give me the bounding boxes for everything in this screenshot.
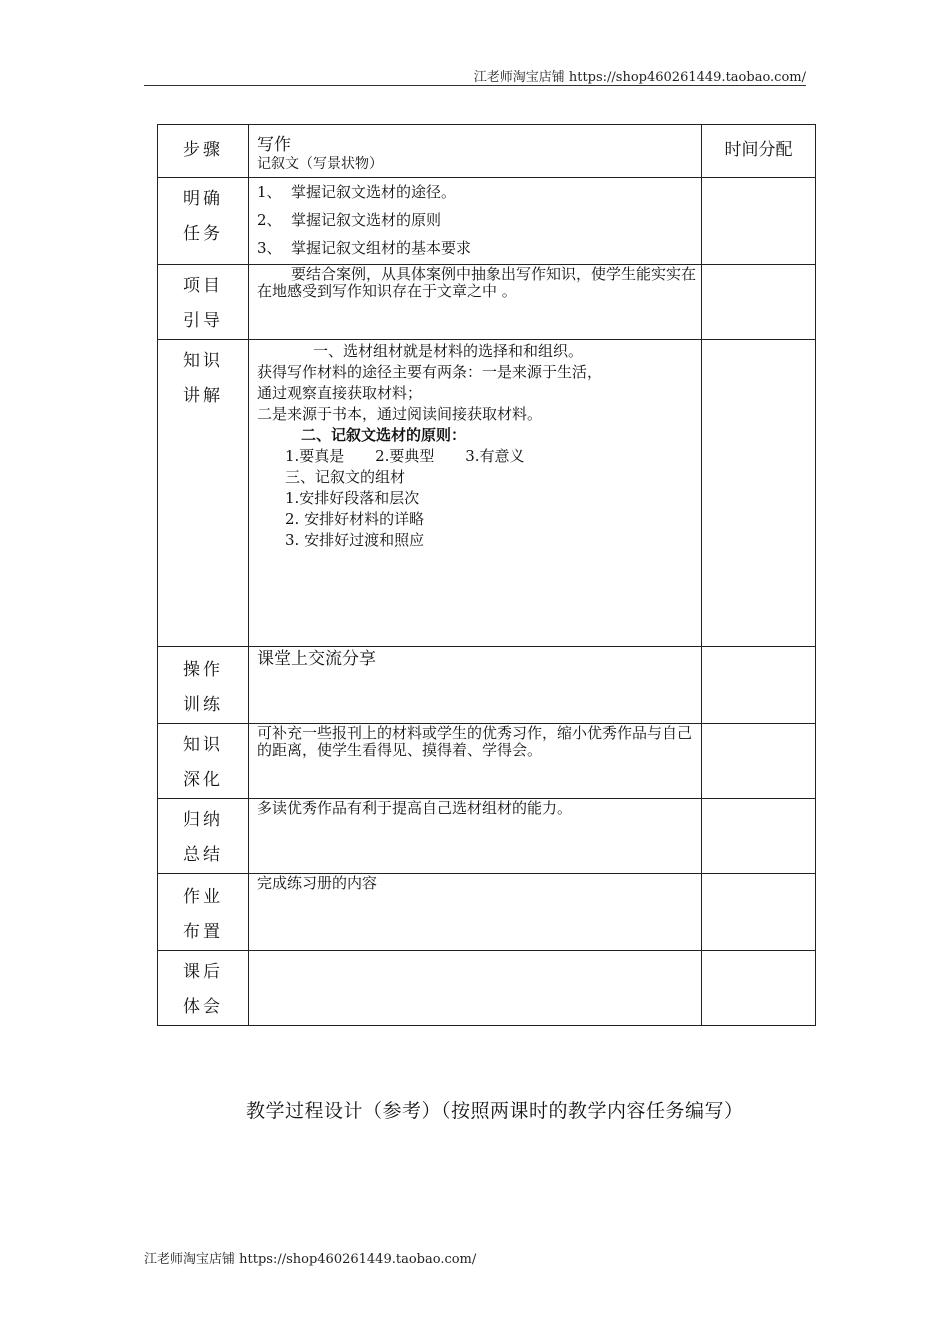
lesson-subtitle: 记叙文（写景状物）	[257, 156, 383, 172]
practice-label-line1: 操作	[183, 660, 223, 680]
reflection-label-cell	[158, 951, 249, 1026]
homework-time-cell	[702, 874, 816, 951]
deepen-text: 可补充一些报刊上的材料或学生的优秀习作，缩小优秀作品与自己的距离，使学生看得见、摸得着、学得会。	[257, 724, 693, 759]
summary-content-cell	[249, 799, 702, 874]
homework-label-cell	[158, 874, 249, 951]
practice-label-line2: 训练	[183, 695, 223, 715]
title-cell	[249, 125, 702, 178]
intro-text: 要结合案例，从具体案例中抽象出写作知识，使学生能实实在在地感受到写作知识存在于文章之中 。	[257, 265, 697, 300]
time-header-label: 时间分配	[724, 140, 793, 160]
lesson-title: 写作	[257, 135, 291, 155]
homework-text: 完成练习册的内容	[257, 874, 378, 892]
intro-label-line2: 引导	[183, 311, 223, 331]
knowledge-time-cell	[702, 340, 816, 647]
summary-row	[158, 799, 816, 874]
summary-time-cell	[702, 799, 816, 874]
reflection-label-line1: 课后	[183, 962, 223, 982]
knowledge-label-cell	[158, 340, 249, 647]
intro-row	[158, 265, 816, 340]
task-time-cell	[702, 178, 816, 265]
lesson-plan-table	[157, 124, 816, 1026]
practice-content-cell	[249, 647, 702, 724]
homework-label-line1: 作业	[183, 887, 223, 907]
reflection-row	[158, 951, 816, 1026]
reflection-time-cell	[702, 951, 816, 1026]
intro-label-cell	[158, 265, 249, 340]
task-content-cell	[249, 178, 702, 265]
practice-row	[158, 647, 816, 724]
deepen-row	[158, 724, 816, 799]
knowledge-label-line1: 知识	[183, 351, 223, 371]
homework-row	[158, 874, 816, 951]
step-header-label: 步骤	[183, 140, 223, 160]
knowledge-content-cell	[249, 340, 702, 647]
principle-2: 2.要典型	[375, 447, 435, 465]
section-title: 教学过程设计（参考）（按照两课时的教学内容任务编写）	[246, 1100, 744, 1122]
task-label-line2: 任务	[183, 224, 223, 244]
table-header-row	[158, 125, 816, 178]
knowledge-line-2: 获得写作材料的途径主要有两条：一是来源于生活，	[257, 363, 603, 381]
task-row	[158, 178, 816, 265]
knowledge-label-line2: 讲解	[183, 386, 223, 406]
task-label-line1: 明确	[183, 189, 223, 209]
page-footer: 江老师淘宝店铺 https://shop460261449.taobao.com/	[144, 1252, 477, 1267]
intro-label-line1: 项目	[183, 276, 223, 296]
intro-time-cell	[702, 265, 816, 340]
knowledge-line-8: 1.安排好段落和层次	[285, 489, 420, 507]
practice-text: 课堂上交流分享	[257, 649, 376, 669]
time-header-cell	[702, 125, 816, 178]
reflection-label-line2: 体会	[183, 997, 223, 1017]
deepen-time-cell	[702, 724, 816, 799]
knowledge-line-7: 三、记叙文的组材	[285, 468, 406, 486]
practice-time-cell	[702, 647, 816, 724]
homework-content-cell	[249, 874, 702, 951]
task-label-cell	[158, 178, 249, 265]
summary-label-line2: 总结	[183, 845, 223, 865]
knowledge-line-5: 二、记叙文选材的原则：	[301, 426, 467, 444]
principle-1: 1.要真是	[285, 447, 345, 465]
knowledge-principles	[257, 446, 697, 467]
practice-label-cell	[158, 647, 249, 724]
principle-3: 3.有意义	[465, 447, 525, 465]
deepen-label-line1: 知识	[183, 735, 223, 755]
knowledge-line-4: 二是来源于书本，通过阅读间接获取材料。	[257, 405, 543, 423]
summary-label-cell	[158, 799, 249, 874]
step-header-cell	[158, 125, 249, 178]
summary-text: 多读优秀作品有利于提高自己选材组材的能力。	[257, 799, 573, 817]
knowledge-line-9: 2. 安排好材料的详略	[285, 510, 425, 528]
deepen-content-cell	[249, 724, 702, 799]
deepen-label-cell	[158, 724, 249, 799]
homework-label-line2: 布置	[183, 922, 223, 942]
intro-content-cell	[249, 265, 702, 340]
task-item-3: 3、 掌握记叙文组材的基本要求	[257, 239, 472, 257]
header-divider	[144, 85, 806, 86]
knowledge-row	[158, 340, 816, 647]
task-item-2: 2、 掌握记叙文选材的原则	[257, 211, 442, 229]
page-header: 江老师淘宝店铺 https://shop460261449.taobao.com/	[473, 70, 806, 85]
deepen-label-line2: 深化	[183, 770, 223, 790]
task-item-1: 1、 掌握记叙文选材的途径。	[257, 183, 457, 201]
reflection-content-cell	[249, 951, 702, 1026]
summary-label-line1: 归纳	[183, 810, 223, 830]
knowledge-line-10: 3. 安排好过渡和照应	[285, 531, 425, 549]
knowledge-line-3: 通过观察直接获取材料；	[257, 384, 423, 402]
knowledge-line-1: 一、选材组材就是材料的选择和和组织。	[313, 342, 584, 360]
